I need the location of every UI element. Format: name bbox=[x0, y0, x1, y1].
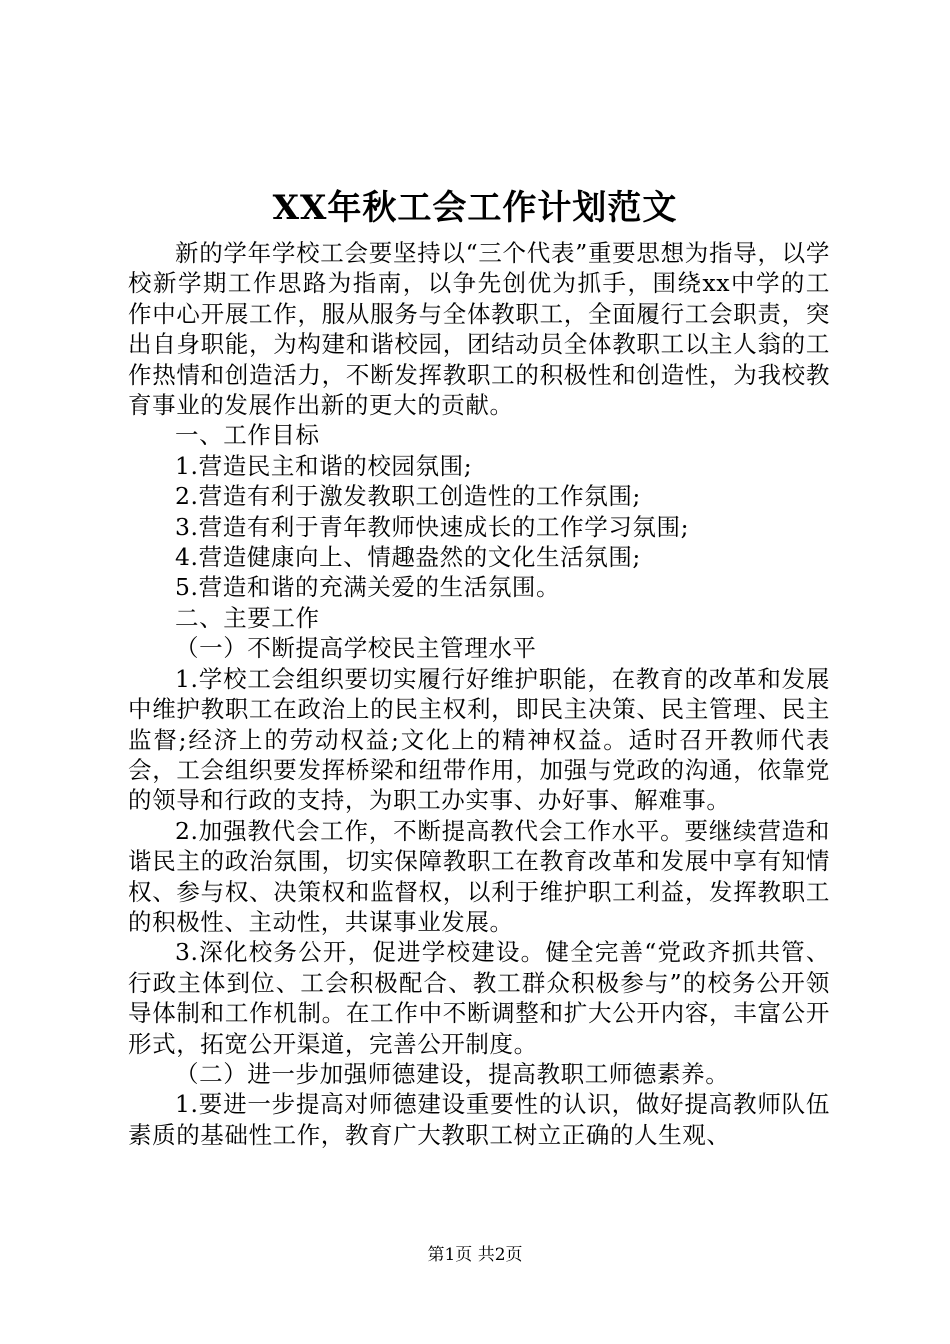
goal-item-4: 4.营造健康向上、情趣盎然的文化生活氛围; bbox=[175, 543, 641, 572]
paragraph-ethics-1: 1.要进一步提高对师德建设重要性的认识，做好提高教师队伍素质的基础性工作，教育广大教职工树立正确的人生观、 bbox=[128, 1090, 830, 1149]
goal-item-3: 3.营造有利于青年教师快速成长的工作学习氛围; bbox=[175, 512, 690, 541]
page-footer: 第1页 共2页 bbox=[427, 1245, 523, 1265]
document-body bbox=[128, 238, 830, 1150]
subsection-heading-1: （一）不断提高学校民主管理水平 bbox=[175, 634, 537, 663]
section-heading-goals: 一、工作目标 bbox=[175, 421, 320, 450]
goal-item-2: 2.营造有利于激发教职工创造性的工作氛围; bbox=[175, 482, 641, 511]
paragraph-work-3: 3.深化校务公开，促进学校建设。健全完善“党政齐抓共管、行政主体到位、工会积极配合、教工群众积极参与”的校务公开领导体制和工作机制。在工作中不断调整和扩大公开内容，丰富公开形式，拓宽公开渠道，完善公开制度。 bbox=[128, 938, 830, 1058]
document-title: XX年秋工会工作计划范文 bbox=[272, 188, 678, 228]
paragraph-work-2: 2.加强教代会工作，不断提高教代会工作水平。要继续营造和谐民主的政治氛围，切实保障教职工在教育改革和发展中享有知情权、参与权、决策权和监督权，以利于维护职工利益，发挥教职工的积极性、主动性，共谋事业发展。 bbox=[128, 816, 830, 936]
goal-item-5: 5.营造和谐的充满关爱的生活氛围。 bbox=[175, 573, 561, 602]
section-heading-main-work: 二、主要工作 bbox=[175, 603, 320, 632]
paragraph-work-1: 1.学校工会组织要切实履行好维护职能，在教育的改革和发展中维护教职工在政治上的民主权利，即民主决策、民主管理、民主监督;经济上的劳动权益;文化上的精神权益。适时召开教师代表会，工会组织要发挥桥梁和纽带作用，加强与党政的沟通，依靠党的领导和行政的支持，为职工办实事、办好事、解难事。 bbox=[128, 664, 830, 815]
paragraph-intro: 新的学年学校工会要坚持以“三个代表”重要思想为指导，以学校新学期工作思路为指南，以争先创优为抓手，围绕xx中学的工作中心开展工作，服从服务与全体教职工，全面履行工会职责，突出自身职能，为构建和谐校园，团结动员全体教职工以主人翁的工作热情和创造活力，不断发挥教职工的积极性和创造性，为我校教育事业的发展作出新的更大的贡献。 bbox=[128, 239, 830, 420]
goal-item-1: 1.营造民主和谐的校园氛围; bbox=[175, 451, 473, 480]
subsection-heading-2: （二）进一步加强师德建设，提高教职工师德素养。 bbox=[175, 1059, 730, 1088]
